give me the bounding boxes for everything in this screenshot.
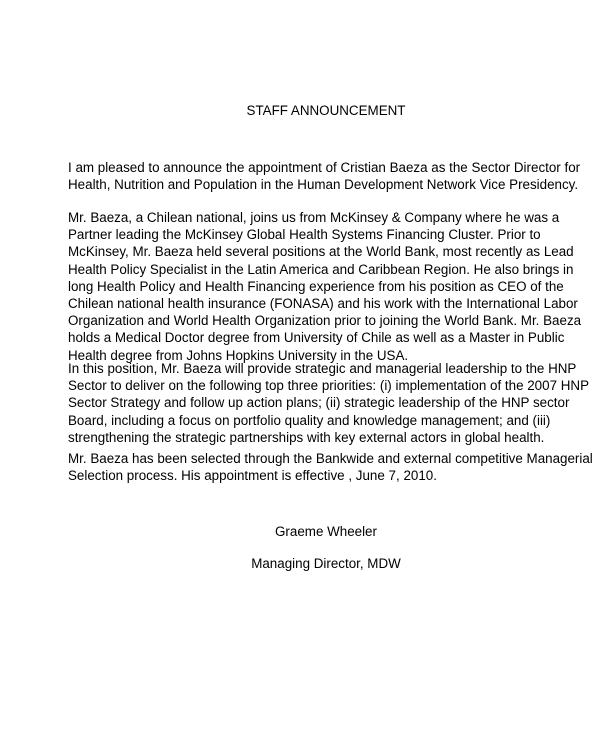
paragraph-line: Organization and World Health Organization prior to joining the World Bank. Mr. Baeza — [68, 313, 582, 329]
document-title: STAFF ANNOUNCEMENT — [246, 103, 406, 118]
paragraph-selection — [68, 450, 598, 484]
paragraph-line: I am pleased to announce the appointment of Cristian Baeza as the Sector Director for — [68, 160, 581, 175]
paragraph-line: Health Policy Specialist in the Latin America and Caribbean Region. He also brings in — [68, 261, 574, 277]
paragraph-line: Selection process. His appointment is effective , June 7, 2010. — [68, 468, 437, 484]
paragraph-line: Chilean national health insurance (FONASA) and his work with the International Labor — [68, 296, 578, 312]
paragraph-line: In this position, Mr. Baeza will provide strategic and managerial leadership to the HNP — [68, 361, 577, 376]
paragraph-background — [68, 209, 598, 364]
paragraph-line: Partner leading the McKinsey Global Health Systems Financing Cluster. Prior to — [68, 227, 541, 243]
paragraph-line: Mr. Baeza, a Chilean national, joins us from McKinsey & Company where he was a — [68, 210, 560, 225]
signature-title: Managing Director, MDW — [251, 556, 401, 571]
paragraph-priorities — [68, 360, 598, 446]
paragraph-line: Mr. Baeza has been selected through the Bankwide and external competitive Managerial — [68, 451, 593, 466]
paragraph-line: Health degree from Johns Hopkins University in the USA. — [68, 347, 409, 363]
paragraph-line: long Health Policy and Health Financing experience from his position as CEO of the — [68, 278, 564, 294]
paragraph-line: Health, Nutrition and Population in the Human Development Network Vice Presidency. — [68, 177, 579, 193]
paragraph-line: holds a Medical Doctor degree from University of Chile as well as a Master in Public — [68, 330, 565, 346]
paragraph-line: Sector Strategy and follow up action plans; (ii) strategic leadership of the HNP sector — [68, 395, 570, 411]
signature-name: Graeme Wheeler — [275, 524, 377, 539]
paragraph-line: McKinsey, Mr. Baeza held several positions at the World Bank, most recently as Lead — [68, 244, 574, 260]
paragraph-line: Sector to deliver on the following top three priorities: (i) implementation of the 2007 HNP — [68, 378, 590, 394]
paragraph-line: strengthening the strategic partnerships with key external actors in global health. — [68, 429, 545, 445]
paragraph-line: Board, including a focus on portfolio quality and knowledge management; and (iii) — [68, 412, 551, 428]
paragraph-appointment — [68, 159, 598, 193]
